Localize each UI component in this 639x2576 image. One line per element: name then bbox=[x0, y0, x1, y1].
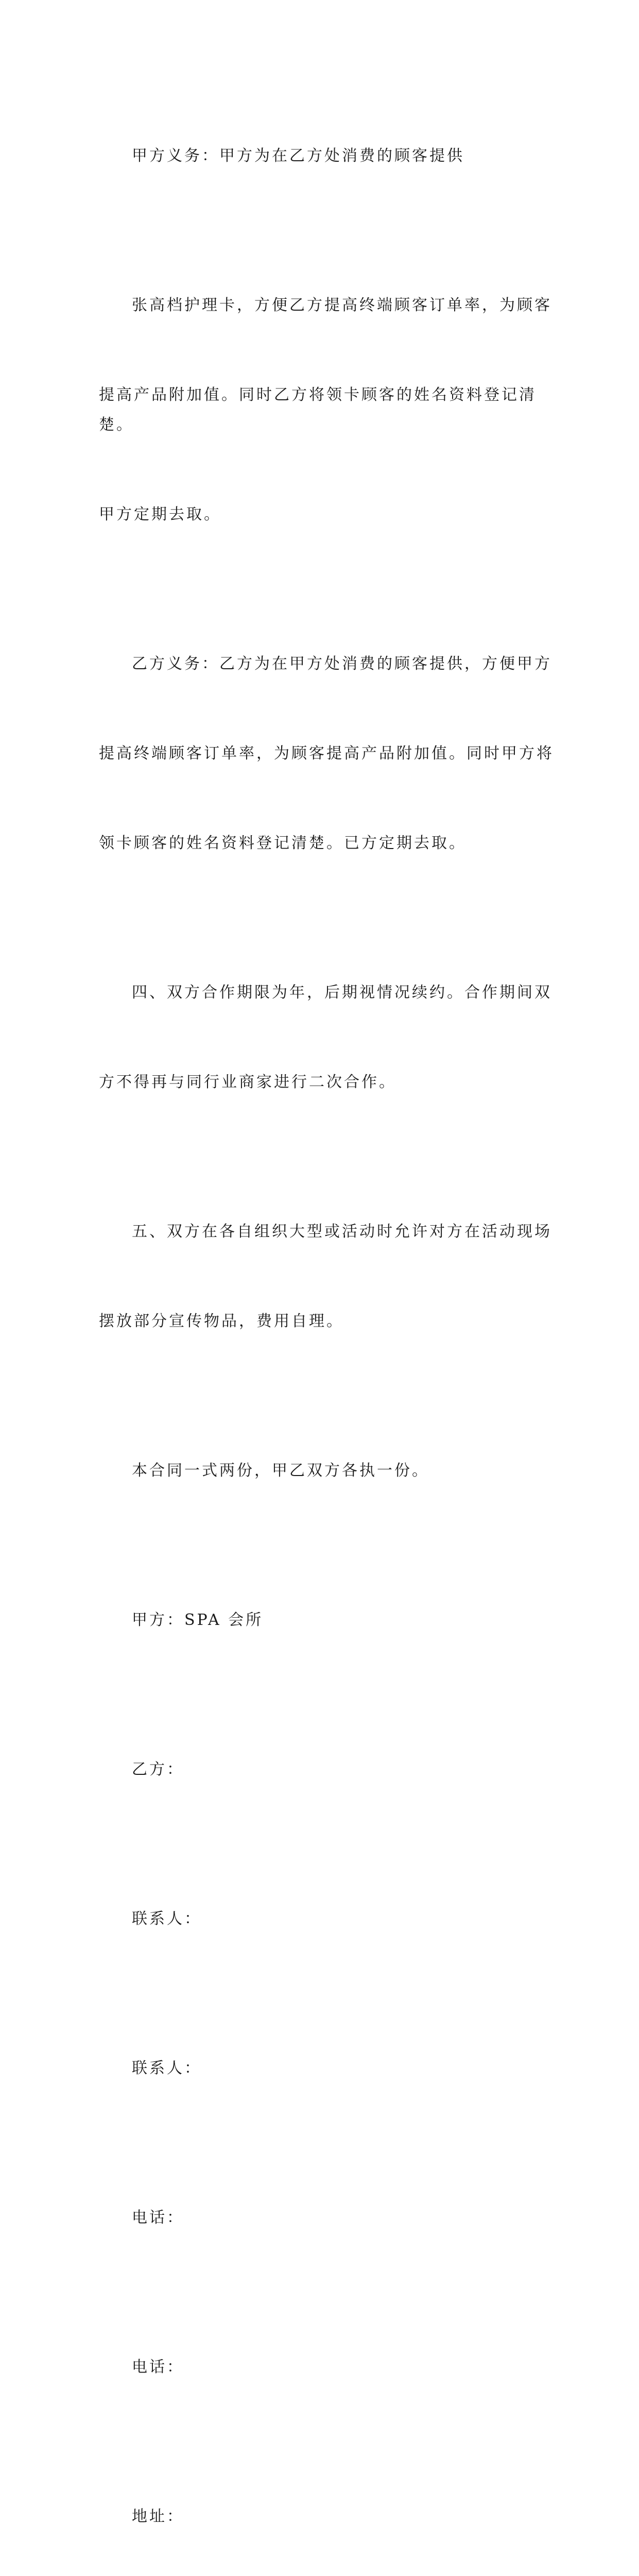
phone-a bbox=[99, 2143, 562, 2293]
text-line: 提高产品附加值。同时乙方将领卡顾客的姓名资料登记清楚。 bbox=[99, 386, 537, 434]
text-line: 联系人： bbox=[132, 2059, 202, 2077]
paragraph-party-b-obligations bbox=[99, 589, 562, 918]
text-line: 本合同一式两份，甲乙双方各执一份。 bbox=[132, 1462, 429, 1480]
text-line: 五、双方在各自组织大型或活动时允许对方在活动现场 bbox=[132, 1223, 552, 1241]
text-line: 张高档护理卡，方便乙方提高终端顾客订单率，为顾客 bbox=[132, 296, 552, 314]
text-line: 提高终端顾客订单率，为顾客提高产品附加值。同时甲方将 bbox=[99, 744, 554, 762]
text-line: 四、双方合作期限为年，后期视情况续约。合作期间双 bbox=[132, 984, 552, 1002]
paragraph-card-details bbox=[99, 231, 562, 589]
text-line: 联系人： bbox=[132, 1910, 202, 1928]
paragraph-clause-4 bbox=[99, 918, 562, 1157]
text-line: 地址： bbox=[132, 2507, 184, 2526]
text-line: 甲方义务：甲方为在乙方处消费的顾客提供 bbox=[132, 147, 464, 165]
signature-party-b bbox=[99, 1695, 562, 1844]
text-line: 乙方义务：乙方为在甲方处消费的顾客提供，方便甲方 bbox=[132, 655, 552, 673]
text-line: 电话： bbox=[132, 2209, 184, 2227]
text-line: 电话： bbox=[132, 2358, 184, 2376]
signature-party-a bbox=[99, 1546, 562, 1695]
text-line: 甲方定期去取。 bbox=[99, 505, 221, 523]
paragraph-clause-5 bbox=[99, 1157, 562, 1396]
document-body bbox=[99, 81, 562, 2576]
text-line: 领卡顾客的姓名资料登记清楚。已方定期去取。 bbox=[99, 834, 467, 852]
text-line: 摆放部分宣传物品，费用自理。 bbox=[99, 1312, 344, 1330]
phone-b bbox=[99, 2293, 562, 2442]
contact-person-a bbox=[99, 1844, 562, 1994]
text-line: 甲方：SPA 会所 bbox=[132, 1611, 264, 1629]
address-a bbox=[99, 2442, 562, 2576]
paragraph-copies bbox=[99, 1396, 562, 1546]
contact-person-b bbox=[99, 1994, 562, 2143]
text-line: 乙方： bbox=[132, 1760, 184, 1778]
text-line: 方不得再与同行业商家进行二次合作。 bbox=[99, 1073, 396, 1091]
paragraph-party-a-obligations bbox=[99, 81, 562, 231]
